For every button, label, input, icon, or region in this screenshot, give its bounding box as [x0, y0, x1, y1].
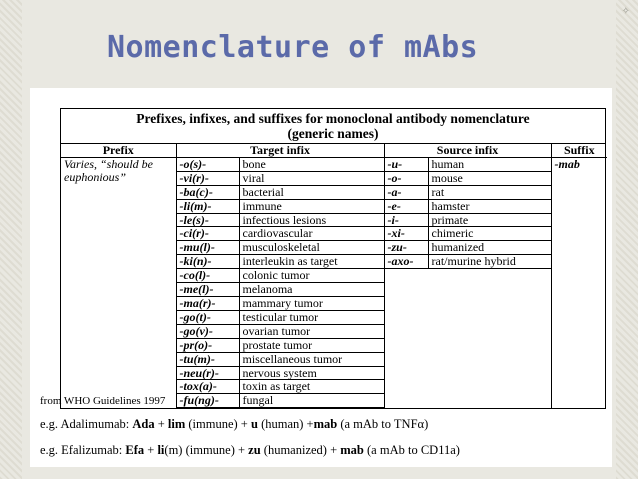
example-part: lim — [167, 417, 186, 431]
source-meaning: hamster — [428, 199, 551, 213]
target-meaning: fungal — [239, 394, 384, 408]
target-meaning: infectious lesions — [239, 213, 384, 227]
source-meaning: primate — [428, 213, 551, 227]
target-infix: -pr(o)- — [176, 338, 239, 352]
source-infix: -e- — [384, 199, 428, 213]
slide-border-right — [616, 0, 638, 479]
source-infix: -xi- — [384, 227, 428, 241]
target-infix: -ma(r)- — [176, 296, 239, 310]
header-prefix: Prefix — [61, 144, 176, 157]
target-meaning: mammary tumor — [239, 296, 384, 310]
header-target-infix: Target infix — [176, 144, 384, 157]
source-infix: -o- — [384, 171, 428, 185]
target-meaning: melanoma — [239, 283, 384, 297]
example-sep: (human) + — [257, 417, 314, 431]
source-meaning: chimeric — [428, 227, 551, 241]
example-sep: (immune) + — [185, 417, 251, 431]
table-title — [61, 109, 605, 144]
target-meaning: bone — [239, 157, 384, 171]
header-source-infix: Source infix — [384, 144, 551, 157]
example-sep: (a mAb to TNFα) — [337, 417, 429, 431]
table-title-line2: (generic names) — [287, 126, 379, 141]
target-infix: -mu(l)- — [176, 241, 239, 255]
target-infix: -le(s)- — [176, 213, 239, 227]
target-meaning: bacterial — [239, 185, 384, 199]
target-infix: -go(v)- — [176, 324, 239, 338]
suffix-cell: -mab — [551, 157, 607, 407]
nomenclature-table — [60, 108, 606, 409]
example-part: mab — [340, 443, 364, 457]
source-meaning: rat — [428, 185, 551, 199]
target-infix: -ba(c)- — [176, 185, 239, 199]
source-infix: -u- — [384, 157, 428, 171]
source-infix: -a- — [384, 185, 428, 199]
source-infix: -i- — [384, 213, 428, 227]
target-infix: -tu(m)- — [176, 352, 239, 366]
example-sep: (m) (immune) + — [164, 443, 249, 457]
target-infix: -vi(r)- — [176, 171, 239, 185]
target-infix: -me(l)- — [176, 283, 239, 297]
example-part: mab — [313, 417, 338, 431]
source-infix: -zu- — [384, 241, 428, 255]
slide-title: Nomenclature of mAbs — [107, 30, 479, 65]
table-body — [61, 157, 607, 407]
source-note: from WHO Guidelines 1997 — [40, 395, 166, 407]
table-row — [61, 157, 607, 171]
source-infix: -axo- — [384, 255, 428, 269]
example-sep: (humanized) + — [260, 443, 341, 457]
example-sep: + — [144, 443, 158, 457]
target-infix: -ci(r)- — [176, 227, 239, 241]
target-infix: -ki(n)- — [176, 255, 239, 269]
target-meaning: cardiovascular — [239, 227, 384, 241]
slide-border-left — [0, 0, 22, 479]
table-title-line1: Prefixes, infixes, and suffixes for monoclonal antibody nomenclature — [136, 111, 530, 126]
example-part: Ada — [132, 417, 155, 431]
example-part: li — [157, 443, 165, 457]
target-meaning: musculoskeletal — [239, 241, 384, 255]
source-meaning: humanized — [428, 241, 551, 255]
target-meaning: colonic tumor — [239, 269, 384, 283]
source-meaning: mouse — [428, 171, 551, 185]
example-lead: e.g. Adalimumab: — [40, 417, 133, 431]
target-meaning: nervous system — [239, 366, 384, 380]
target-meaning: viral — [239, 171, 384, 185]
target-meaning: testicular tumor — [239, 310, 384, 324]
example-sep: + — [154, 417, 168, 431]
example-part: zu — [248, 443, 261, 457]
source-meaning: human — [428, 157, 551, 171]
prefix-cell: Varies, “should be euphonious” — [64, 157, 154, 184]
target-meaning: interleukin as target — [239, 255, 384, 269]
source-empty — [384, 269, 551, 408]
header-suffix: Suffix — [551, 144, 607, 157]
target-infix: -co(l)- — [176, 269, 239, 283]
nomenclature-grid — [61, 144, 607, 408]
target-meaning: ovarian tumor — [239, 324, 384, 338]
example-sep: (a mAb to CD11a) — [363, 443, 460, 457]
target-infix: -tox(a)- — [176, 380, 239, 394]
target-infix: -li(m)- — [176, 199, 239, 213]
example-part: u — [250, 417, 258, 431]
target-meaning: miscellaneous tumor — [239, 352, 384, 366]
target-meaning: prostate tumor — [239, 338, 384, 352]
target-meaning: immune — [239, 199, 384, 213]
example-adalimumab — [40, 417, 428, 432]
target-infix: -neu(r)- — [176, 366, 239, 380]
target-infix: -go(t)- — [176, 310, 239, 324]
example-part: Efa — [125, 443, 145, 457]
target-infix: -fu(ng)- — [176, 394, 239, 408]
corner-ornament-icon: ✧ — [621, 6, 630, 17]
target-infix: -o(s)- — [176, 157, 239, 171]
target-meaning: toxin as target — [239, 380, 384, 394]
example-efalizumab — [40, 443, 460, 458]
source-meaning: rat/murine hybrid — [428, 255, 551, 269]
example-lead: e.g. Efalizumab: — [40, 443, 126, 457]
